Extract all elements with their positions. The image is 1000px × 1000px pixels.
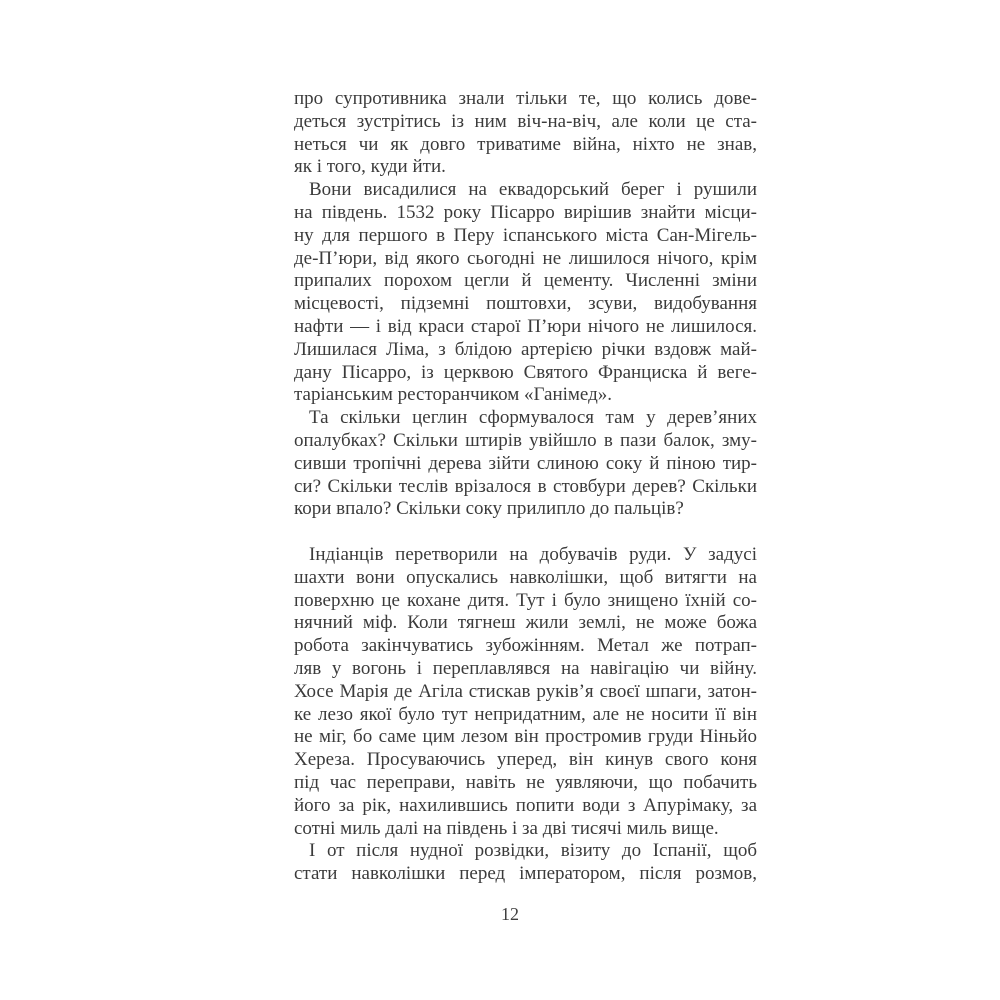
text-line: як і того, куди йти. bbox=[294, 156, 446, 178]
text-line: припалих порохом цегли й цементу. Численні зміни bbox=[294, 270, 757, 292]
text-line: кори впало? Скільки соку прилипло до пальців? bbox=[294, 498, 684, 520]
text-line: Вони висадилися на еквадорський берег і рушили bbox=[309, 179, 757, 201]
text-line: робота закінчуватись зубожінням. Метал же потрап- bbox=[294, 635, 757, 657]
text-line: ке лезо якої було тут непридатним, але не носити її він bbox=[294, 703, 757, 725]
paragraph bbox=[294, 544, 757, 840]
text-line: де-П’юри, від якого сьогодні не лишилося нічого, крім bbox=[294, 247, 757, 269]
text-line: на південь. 1532 року Пісарро вирішив знайти місци- bbox=[294, 201, 757, 223]
paragraph bbox=[294, 88, 757, 179]
text-line: ляв у вогонь і переплавлявся на навігацію чи війну. bbox=[294, 657, 757, 679]
text-line: Хереза. Просуваючись уперед, він кинув свого коня bbox=[294, 749, 757, 771]
text-line: сивши тропічні дерева зійти слиною соку й піною тир- bbox=[294, 452, 757, 474]
paragraph bbox=[294, 179, 757, 407]
text-line: І от після нудної розвідки, візиту до Іспанії, щоб bbox=[309, 840, 757, 862]
text-line: опалубках? Скільки штирів увійшло в пази балок, зму- bbox=[294, 429, 757, 451]
text-line: Індіанців перетворили на добувачів руди. У задусі bbox=[309, 543, 757, 565]
text-line: Хосе Марія де Агіла стискав руків’я своєї шпаги, затон- bbox=[294, 680, 757, 702]
text-line: деться зустрітись із ним віч-на-віч, але коли це ста- bbox=[294, 110, 757, 132]
text-line: нячний міф. Коли тягнеш жили землі, не може божа bbox=[294, 612, 757, 634]
text-line: місцевості, підземні поштовхи, зсуви, видобування bbox=[294, 293, 757, 315]
text-line: ну для першого в Перу іспанського міста Сан-Мігель- bbox=[294, 224, 757, 246]
text-line: про супротивника знали тільки те, що колись дове- bbox=[294, 88, 757, 109]
paragraph bbox=[294, 840, 757, 886]
text-line: Та скільки цеглин сформувалося там у дерев’яних bbox=[309, 407, 757, 429]
text-line: си? Скільки теслів врізалося в стовбури дерев? Скільки bbox=[294, 475, 757, 497]
text-line: нафти — і від краси старої П’юри нічого не лишилося. bbox=[294, 315, 757, 337]
text-line: під час переправи, навіть не уявляючи, що побачить bbox=[294, 771, 757, 793]
page-number: 12 bbox=[501, 904, 519, 924]
text-line: Лишилася Ліма, з блідою артерією річки вздовж май- bbox=[294, 338, 757, 360]
page-text bbox=[294, 88, 757, 886]
text-line: стати навколішки перед імператором, після розмов, bbox=[294, 863, 757, 885]
text-line: його за рік, нахилившись попити води з Апурімаку, за bbox=[294, 794, 757, 816]
paragraph bbox=[294, 407, 757, 521]
text-line: сотні миль далі на південь і за дві тисячі миль вище. bbox=[294, 817, 719, 839]
text-line: неться чи як довго триватиме війна, ніхто не знав, bbox=[294, 133, 757, 155]
text-line: не міг, бо саме цим лезом він простромив груди Ніньйо bbox=[294, 726, 757, 748]
text-line: шахти вони опускались навколішки, щоб витягти на bbox=[294, 566, 757, 588]
text-line: поверхню це кохане дитя. Тут і було знищено їхній со- bbox=[294, 589, 757, 611]
text-line: таріанським ресторанчиком «Ганімед». bbox=[294, 384, 613, 406]
text-line: дану Пісарро, із церквою Святого Франциска й веге- bbox=[294, 361, 757, 383]
